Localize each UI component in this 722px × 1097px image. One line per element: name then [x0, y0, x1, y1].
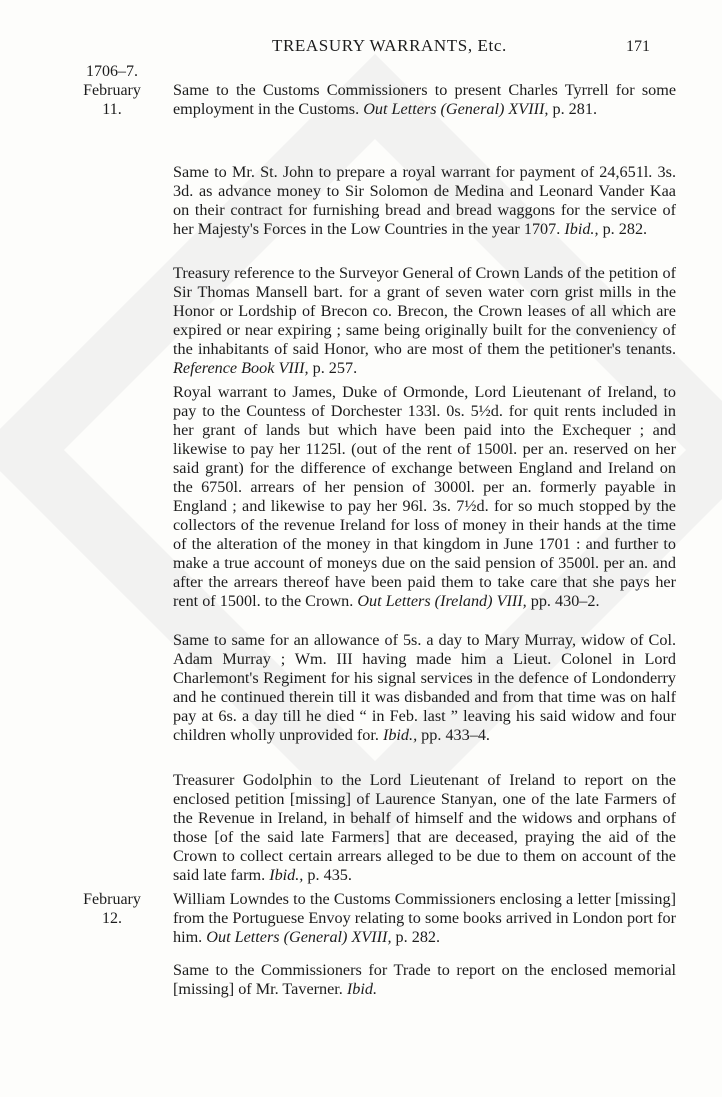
running-head: TREASURY WARRANTS, Etc.	[272, 36, 507, 55]
margin-month: February	[83, 891, 141, 908]
entry	[173, 890, 676, 947]
entry-page: pp. 433–4.	[417, 726, 490, 744]
page-number: 171	[626, 38, 650, 55]
entry-reference: Out Letters (Ireland) VIII,	[357, 592, 527, 610]
entry-text: Same to the Commissioners for Trade to report on the enclosed memorial [missing] of Mr. Taverner.	[173, 961, 676, 998]
entry-reference: Out Letters (General) XVIII,	[206, 928, 392, 946]
entry-reference: Ibid.,	[382, 726, 418, 744]
entry-text: William Lowndes to the Customs Commissioners enclosing a letter [missing] from the Portuguese Envoy relating to some books arrived in London port for him.	[173, 890, 676, 946]
margin-month: February	[83, 82, 141, 99]
entry	[173, 383, 676, 611]
entry-page: p. 435.	[303, 866, 352, 884]
entry-page: p. 282.	[391, 928, 441, 946]
entry-reference: Ibid.,	[269, 866, 304, 884]
margin-date	[66, 890, 158, 928]
entry	[173, 163, 676, 239]
entry	[173, 961, 676, 999]
entry-text: Royal warrant to James, Duke of Ormonde, Lord Lieutenant of Ireland, to pay to the Countess of Dorchester 133l. 0s. 5½d. for quit rents included in her grant of lands but which have been paid into the Exchequer ; and likewise to pay her 1125l. (out of the rent of 1500l. per an. reserved on her said grant) for the difference of exchange between England and Ireland on the 6750l. arrears of her pension of 3000l. per an. formerly payable in England ; and likewise to pay her 96l. 3s. 7½d. for so much stopped by the collectors of the revenue Ireland for loss of money in their hands at the time of the alteration of the money in that kingdom in June 1701 : and further to make a true account of moneys due on the said pension of 3500l. per an. and after the arrears thereof have been paid them to take care that she pays her rent of 1500l. to the Crown.	[173, 383, 676, 610]
entry-text: Same to same for an allowance of 5s. a day to Mary Murray, widow of Col. Adam Murray ; Wm. III having made him a Lieut. Colonel in Lord Charlemont's Regiment for his signal services in the defence of Londonderry and he continued therein till it was disbanded and from that time was on half pay at 6s. a day till he died “ in Feb. last ” leaving his said widow and four children wholly unprovided for.	[173, 631, 676, 744]
entry	[173, 81, 676, 119]
entry-text: Same to the Customs Commissioners to present Charles Tyrrell for some employment in the Customs.	[173, 81, 676, 118]
entry-reference: Reference Book VIII,	[173, 359, 309, 377]
entry-page: p. 281.	[548, 100, 597, 118]
entry	[173, 264, 676, 378]
margin-day: 11.	[102, 101, 122, 118]
margin-day: 12.	[102, 910, 122, 927]
entry-text: Same to Mr. St. John to prepare a royal warrant for payment of 24,651l. 3s. 3d. as advance money to Sir Solomon de Medina and Leonard Vander Kaa on their contract for furnishing bread and bread waggons for the service of her Majesty's Forces in the Low Countries in the year 1707.	[173, 163, 676, 238]
entry	[173, 631, 676, 745]
entry-text: Treasurer Godolphin to the Lord Lieutenant of Ireland to report on the enclosed petition [missing] of Laurence Stanyan, one of the late Farmers of the Revenue in Ireland, in behalf of himself and the widows and orphans of those [of the said late Farmers] that are deceased, praying the aid of the Crown to collect certain arrears alleged to be due to them on account of the said late farm.	[173, 771, 676, 884]
entry-page: p. 282.	[598, 220, 648, 238]
page-header	[0, 36, 722, 60]
entry-page: p. 257.	[308, 359, 358, 377]
entry-reference: Ibid.,	[564, 220, 599, 238]
margin-date	[66, 62, 158, 119]
entry-page: pp. 430–2.	[526, 592, 600, 610]
entry-reference: Out Letters (General) XVIII,	[363, 100, 549, 118]
entry-reference: Ibid.	[346, 980, 378, 998]
margin-year: 1706–7.	[86, 63, 138, 80]
entry-text: Treasury reference to the Surveyor General of Crown Lands of the petition of Sir Thomas Mansell bart. for a grant of seven water corn grist mills in the Honor or Lordship of Brecon co. Brecon, the Crown leases of all which are expired or near expiring ; same being originally built for the conveniency of the inhabitants of said Honor, who are most of them the petitioner's tenants.	[173, 264, 676, 358]
entry	[173, 771, 676, 885]
